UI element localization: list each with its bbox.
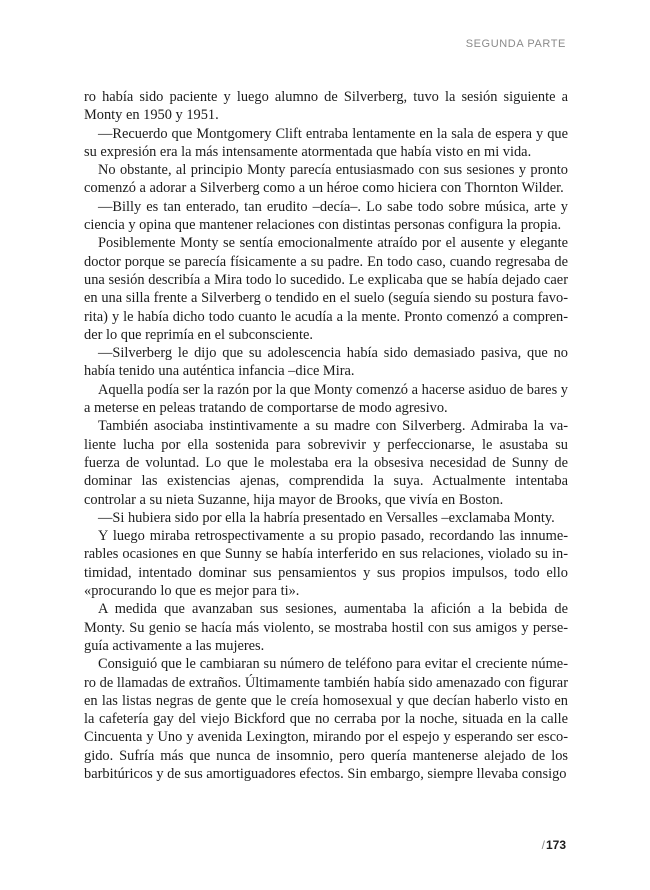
paragraph-9: —Si hubiera sido por ella la habría presentado en Versalles –exclamaba Monty. xyxy=(98,509,555,526)
paragraph-4: —Billy es tan enterado, tan erudito –decía–. Lo sabe todo sobre música, arte y ciencia y opina que mantener relaciones con distintas personas configura la propia. xyxy=(84,198,568,234)
page-number xyxy=(542,838,566,852)
body-text xyxy=(84,88,568,783)
paragraph-8: También asociaba instintivamente a su madre con Silverberg. Admiraba la valiente lucha por ella sostenida para sobrevivir y perfeccionarse, le asustaba su fuerza de voluntad. Lo que le molestaba era la obsesiva necesidad de Sunny de dominar las existencias ajenas, comprendida la suya. Actualmente intentaba controlar a su nieta Suzanne, hija mayor de Brooks, que vivía en Boston. xyxy=(84,418,568,508)
paragraph-11: A medida que avanzaban sus sesiones, aumentaba la afición a la bebida de Monty. Su genio se hacía más violento, se mostraba hostil con sus amigos y perseguía activamente a las mujeres. xyxy=(84,601,568,654)
paragraph-10: Y luego miraba retrospectivamente a su propio pasado, recordando las innumerables ocasiones en que Sunny se había interferido en sus relaciones, violado su intimidad, intentado dominar sus pensamientos y sus propios impulsos, todo ello «procurando lo que es mejor para ti». xyxy=(84,528,568,600)
paragraph-5: Posiblemente Monty se sentía emocionalmente atraído por el ausente y elegante doctor porque se parecía físicamente a su padre. En todo caso, cuando regresaba de una sesión describía a Mira todo lo sucedido. Le explicaba que se había dejado caer en una silla frente a Silverberg o tendido en el suelo (seguía siendo su postura favorita) y le había dicho todo cuanto le acudía a la mente. Pronto comenzó a comprender lo que reprimía en el subconsciente. xyxy=(84,235,568,343)
folio-number: 173 xyxy=(545,838,566,852)
paragraph-7: Aquella podía ser la razón por la que Monty comenzó a hacerse asiduo de bares y a meterse en peleas tratando de comportarse de modo agresivo. xyxy=(84,381,568,417)
paragraph-1: ro había sido paciente y luego alumno de Silverberg, tuvo la sesión siguiente a Monty en 1950 y 1951. xyxy=(84,89,568,124)
paragraph-2: —Recuerdo que Montgomery Clift entraba lentamente en la sala de espera y que su expresión era la más intensamente atormentada que había visto en mi vida. xyxy=(84,125,568,160)
paragraph-3: No obstante, al principio Monty parecía entusiasmado con sus sesiones y pronto comenzó a adorar a Silverberg como a un héroe como hiciera con Thornton Wilder. xyxy=(84,162,568,197)
folio-slash: / xyxy=(541,838,545,852)
running-header: SEGUNDA PARTE xyxy=(465,38,566,50)
paragraph-12: Consiguió que le cambiaran su número de teléfono para evitar el creciente número de llamadas de extraños. Últimamente también había sido amenazado con figurar en las listas negras de gente que le creía homosexual y que decían haberlo visto en la cafetería gay del viejo Bickford que no cerraba por la noche, situada en la calle Cincuenta y Uno y avenida Lexington, mirando por el espejo y esperando ser escogido. Sufría más que nunca de insomnio, pero quería mantenerse alejado de los barbitúricos y de sus amortiguadores efectos. Sin embargo, siempre llevaba consigo xyxy=(84,656,568,782)
paragraph-6: —Silverberg le dijo que su adolescencia había sido demasiado pasiva, que no había tenido una auténtica infancia –dice Mira. xyxy=(84,345,568,380)
